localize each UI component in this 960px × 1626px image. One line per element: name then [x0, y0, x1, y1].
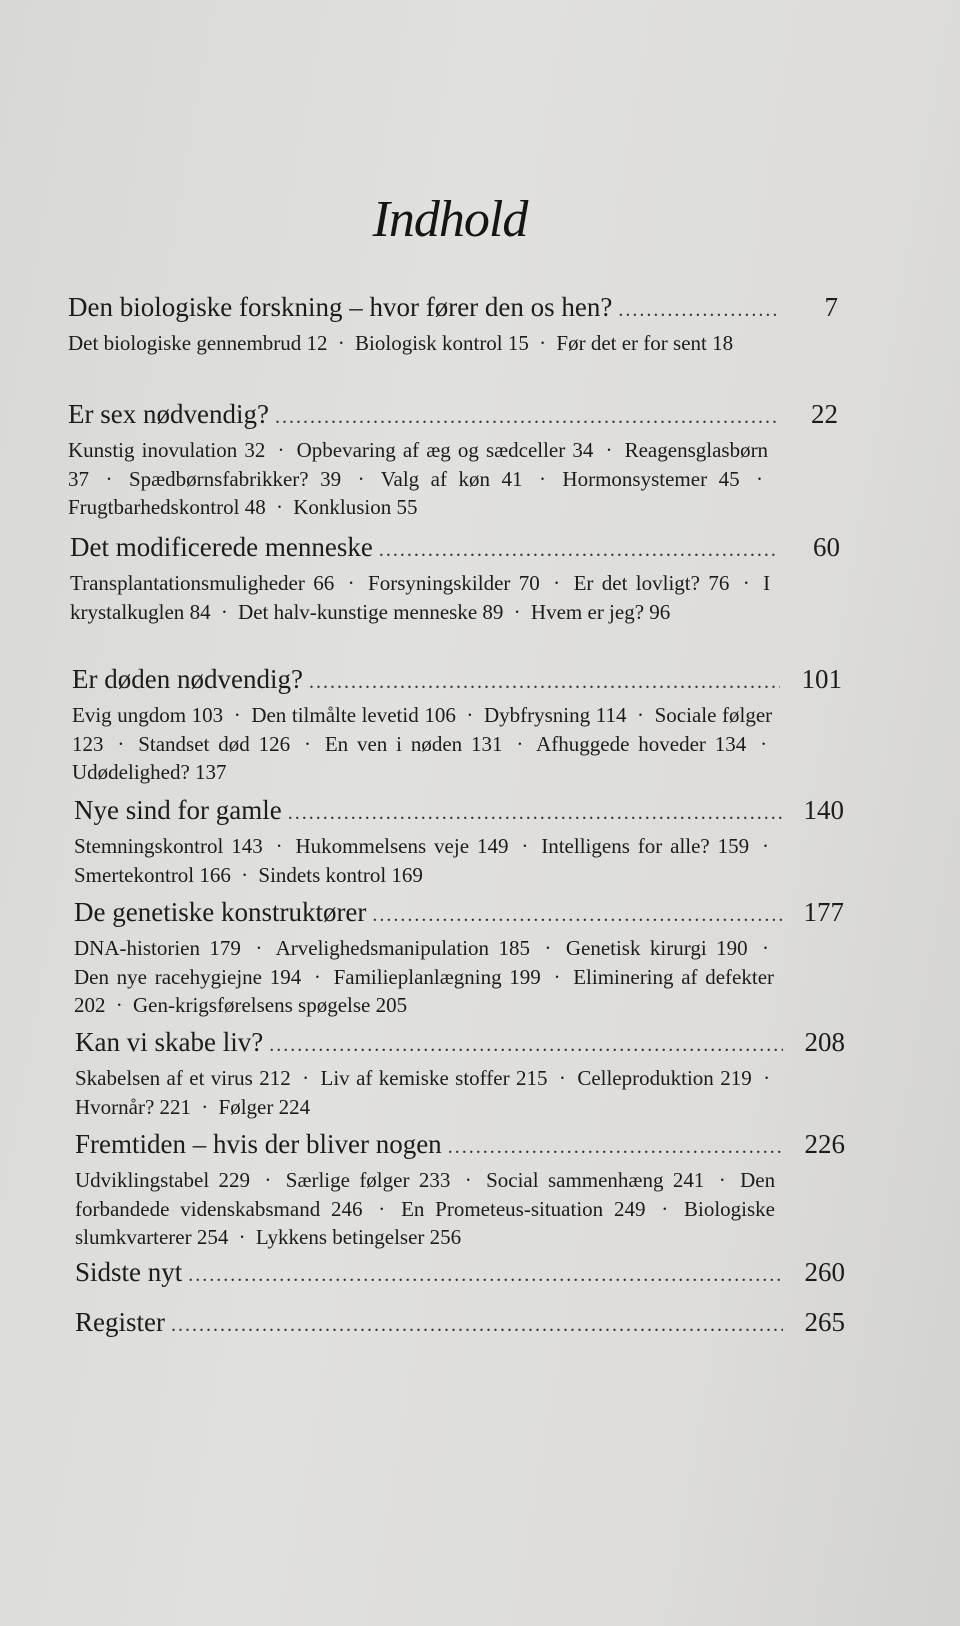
section-title: Hormonsystemer	[562, 466, 708, 491]
toc-entry	[68, 397, 838, 522]
chapter-heading	[75, 1127, 845, 1164]
section-list	[74, 934, 774, 1020]
section-separator: ·	[605, 438, 613, 462]
section-page-number: 202	[74, 993, 106, 1017]
dot-leader	[372, 898, 782, 932]
section-separator: ·	[762, 936, 770, 960]
section-page-number: 249	[613, 1196, 646, 1221]
section-title: Standset død	[138, 731, 250, 756]
section-list	[68, 436, 768, 522]
chapter-heading	[75, 1255, 845, 1292]
section-page-number: 241	[672, 1168, 705, 1192]
dot-leader	[288, 796, 782, 830]
section-page-number: 219	[720, 1066, 752, 1090]
section-list	[68, 329, 768, 358]
section-title: Reagensglasbørn	[624, 438, 769, 462]
section-title: Biologisk kontrol	[355, 331, 503, 355]
section-separator: ·	[539, 331, 547, 355]
section-title: Det halv-kunstige menneske	[238, 599, 478, 624]
section-page-number: 212	[259, 1066, 291, 1090]
section-title: Følger	[218, 1094, 274, 1119]
chapter-page-number: 7	[824, 292, 838, 322]
section-title: Liv af kemiske stoffer	[320, 1066, 510, 1090]
section-separator: ·	[763, 1066, 771, 1090]
section-page-number: 143	[231, 834, 263, 858]
section-separator: ·	[521, 834, 529, 858]
section-title: Social sammenhæng	[486, 1168, 664, 1192]
section-page-number: 190	[716, 936, 748, 960]
section-list	[70, 569, 770, 626]
chapter-title: Sidste nyt	[75, 1257, 183, 1287]
section-title: Hvornår?	[75, 1094, 155, 1119]
dot-leader	[309, 665, 780, 699]
toc-entry	[75, 1305, 845, 1342]
section-title: Stemningskontrol	[74, 834, 224, 858]
section-separator: ·	[337, 331, 345, 355]
chapter-page-number: 265	[804, 1307, 845, 1337]
chapter-page-number: 177	[803, 897, 844, 927]
section-page-number: 123	[72, 731, 104, 756]
section-title: Smertekontrol	[74, 862, 195, 887]
section-title: Opbevaring af æg og sædceller	[296, 438, 566, 462]
section-separator: ·	[553, 964, 561, 989]
chapter-title: Kan vi skabe liv?	[75, 1027, 264, 1057]
section-title: Familieplanlægning	[333, 964, 502, 989]
section-page-number: 84	[189, 599, 211, 624]
section-page-number: 39	[320, 466, 342, 491]
section-page-number: 229	[218, 1168, 251, 1192]
section-title: Lykkens betingelser	[255, 1225, 425, 1249]
section-title: I krystalkuglen	[70, 571, 771, 624]
section-page-number: 194	[269, 964, 302, 989]
section-page-number: 15	[507, 331, 529, 355]
section-separator: ·	[303, 731, 311, 756]
section-list	[72, 701, 772, 787]
toc-entry	[68, 290, 838, 358]
chapter-heading	[74, 793, 844, 830]
chapter-title: Den biologiske forskning – hvor fører den os hen?	[68, 292, 613, 322]
section-list	[74, 832, 774, 889]
chapter-title: Er sex nødvendig?	[68, 399, 269, 429]
section-title: Særlige følger	[285, 1168, 410, 1192]
section-separator: ·	[241, 862, 249, 887]
section-separator: ·	[233, 703, 241, 727]
chapter-heading	[75, 1305, 845, 1342]
chapter-heading	[68, 397, 838, 434]
section-title: Valg af køn	[380, 466, 490, 491]
section-page-number: 70	[518, 571, 540, 595]
section-separator: ·	[466, 703, 474, 727]
section-title: Skabelsen af et virus	[75, 1066, 253, 1090]
section-page-number: 149	[476, 834, 509, 858]
section-separator: ·	[302, 1066, 310, 1090]
toc-entry	[72, 662, 842, 787]
section-title: Hvem er jeg?	[530, 599, 645, 624]
section-page-number: 224	[278, 1094, 311, 1119]
section-separator: ·	[115, 993, 123, 1017]
section-page-number: 89	[482, 599, 504, 624]
section-page-number: 55	[396, 495, 418, 519]
section-page-number: 179	[209, 936, 241, 960]
chapter-page-number: 22	[811, 399, 838, 429]
section-separator: ·	[275, 834, 283, 858]
section-title: Den forbandede videnskabsmand	[75, 1168, 776, 1221]
chapter-title: Det modificerede menneske	[70, 532, 373, 562]
section-page-number: 185	[498, 936, 530, 960]
section-page-number: 137	[195, 760, 227, 784]
dot-leader	[188, 1258, 783, 1292]
section-title: Sociale følger	[654, 703, 773, 727]
section-title: Forsyningskilder	[368, 571, 511, 595]
section-separator: ·	[264, 1168, 272, 1192]
chapter-heading	[74, 895, 844, 932]
section-separator: ·	[238, 1225, 246, 1249]
section-separator: ·	[544, 936, 552, 960]
section-separator: ·	[718, 1168, 726, 1192]
section-page-number: 32	[244, 438, 266, 462]
section-list	[75, 1064, 775, 1121]
section-page-number: 159	[717, 834, 750, 858]
section-page-number: 166	[199, 862, 231, 887]
chapter-page-number: 208	[804, 1027, 845, 1057]
section-title: En ven i nøden	[324, 731, 463, 756]
dot-leader	[379, 533, 778, 567]
section-title: Hukommelsens veje	[295, 834, 470, 858]
section-separator: ·	[277, 438, 285, 462]
section-page-number: 12	[306, 331, 328, 355]
section-page-number: 246	[331, 1196, 363, 1221]
chapter-page-number: 101	[801, 664, 842, 694]
section-separator: ·	[464, 1168, 472, 1192]
section-page-number: 254	[196, 1225, 229, 1249]
section-separator: ·	[275, 495, 283, 519]
toc-entry	[70, 530, 840, 626]
chapter-title: Register	[75, 1307, 165, 1337]
section-separator: ·	[637, 703, 645, 727]
section-page-number: 37	[68, 466, 89, 491]
chapter-title: Er døden nødvendig?	[72, 664, 303, 694]
section-page-number: 205	[375, 993, 408, 1017]
section-page-number: 76	[708, 571, 730, 595]
chapter-heading	[72, 662, 842, 699]
section-title: Udødelighed?	[72, 760, 190, 784]
section-page-number: 169	[391, 862, 423, 887]
chapter-page-number: 226	[804, 1129, 845, 1159]
chapter-page-number: 260	[804, 1257, 845, 1287]
section-page-number: 96	[649, 599, 671, 624]
section-page-number: 233	[418, 1168, 451, 1192]
dot-leader	[448, 1130, 783, 1164]
section-title: En Prometeus-situation	[401, 1196, 604, 1221]
section-title: Genetisk kirurgi	[565, 936, 707, 960]
dot-leader	[171, 1308, 783, 1342]
section-title: Biologiske slumkvarterer	[75, 1196, 776, 1249]
dot-leader	[618, 293, 776, 327]
section-separator: ·	[313, 964, 321, 989]
chapter-heading	[68, 290, 838, 327]
section-title: Spædbørnsfabrikker?	[128, 466, 309, 491]
section-separator: ·	[760, 731, 768, 756]
toc-entry	[75, 1255, 845, 1292]
section-page-number: 34	[572, 438, 594, 462]
section-title: Evig ungdom	[72, 703, 187, 727]
section-separator: ·	[558, 1066, 566, 1090]
section-title: DNA-historien	[74, 936, 200, 960]
section-separator: ·	[742, 571, 750, 595]
chapter-heading	[70, 530, 840, 567]
section-separator: ·	[538, 466, 546, 491]
chapter-page-number: 60	[813, 532, 840, 562]
section-separator: ·	[220, 599, 228, 624]
section-separator: ·	[661, 1196, 669, 1221]
section-page-number: 134	[714, 731, 747, 756]
section-title: Den tilmålte levetid	[251, 703, 419, 727]
section-page-number: 126	[258, 731, 291, 756]
section-separator: ·	[201, 1094, 209, 1119]
section-separator: ·	[762, 834, 770, 858]
section-page-number: 66	[313, 571, 335, 595]
section-page-number: 48	[244, 495, 266, 519]
section-separator: ·	[105, 466, 113, 491]
section-page-number: 106	[424, 703, 456, 727]
section-page-number: 114	[595, 703, 627, 727]
chapter-title: De genetiske konstruktører	[74, 897, 367, 927]
chapter-page-number: 140	[803, 795, 844, 825]
chapter-heading	[75, 1025, 845, 1062]
section-title: Intelligens for alle?	[541, 834, 710, 858]
section-title: Det biologiske gennembrud	[68, 331, 302, 355]
section-title: Frugtbarhedskontrol	[68, 495, 240, 519]
page-title: Indhold	[372, 191, 528, 248]
toc-entry	[75, 1025, 845, 1121]
section-title: Udviklingstabel	[75, 1168, 210, 1192]
section-title: Sindets kontrol	[258, 862, 387, 887]
section-title: Den nye racehygiejne	[74, 964, 262, 989]
section-page-number: 45	[718, 466, 740, 491]
section-page-number: 131	[471, 731, 503, 756]
section-page-number: 221	[159, 1094, 192, 1119]
section-separator: ·	[553, 571, 561, 595]
section-title: Dybfrysning	[483, 703, 591, 727]
section-title: Arvelighedsmanipulation	[275, 936, 490, 960]
dot-leader	[275, 400, 776, 434]
section-title: Afhuggede hoveder	[536, 731, 706, 756]
section-title: Kunstig inovulation	[68, 438, 238, 462]
section-separator: ·	[513, 599, 521, 624]
section-title: Er det lovligt?	[573, 571, 700, 595]
section-title: Transplantationsmuligheder	[70, 571, 305, 595]
section-page-number: 215	[516, 1066, 548, 1090]
toc-entry	[74, 793, 844, 889]
section-separator: ·	[347, 571, 355, 595]
chapter-title: Fremtiden – hvis der bliver nogen	[75, 1129, 442, 1159]
section-title: Konklusion	[293, 495, 392, 519]
section-list	[75, 1166, 775, 1252]
section-separator: ·	[516, 731, 524, 756]
section-page-number: 41	[501, 466, 523, 491]
section-separator: ·	[357, 466, 365, 491]
section-page-number: 103	[191, 703, 224, 727]
chapter-title: Nye sind for gamle	[74, 795, 282, 825]
section-title: Før det er for sent	[556, 331, 707, 355]
dot-leader	[269, 1028, 783, 1062]
section-page-number: 256	[429, 1225, 462, 1249]
toc-entry	[74, 895, 844, 1020]
section-title: Celleproduktion	[577, 1066, 714, 1090]
section-title: Eliminering af defekter	[573, 964, 775, 989]
section-separator: ·	[756, 466, 764, 491]
section-separator: ·	[255, 936, 263, 960]
toc-entry	[75, 1127, 845, 1252]
section-separator: ·	[378, 1196, 386, 1221]
section-page-number: 199	[509, 964, 541, 989]
section-separator: ·	[117, 731, 125, 756]
section-page-number: 18	[712, 331, 734, 355]
section-title: Gen-krigsførelsens spøgelse	[133, 993, 371, 1017]
